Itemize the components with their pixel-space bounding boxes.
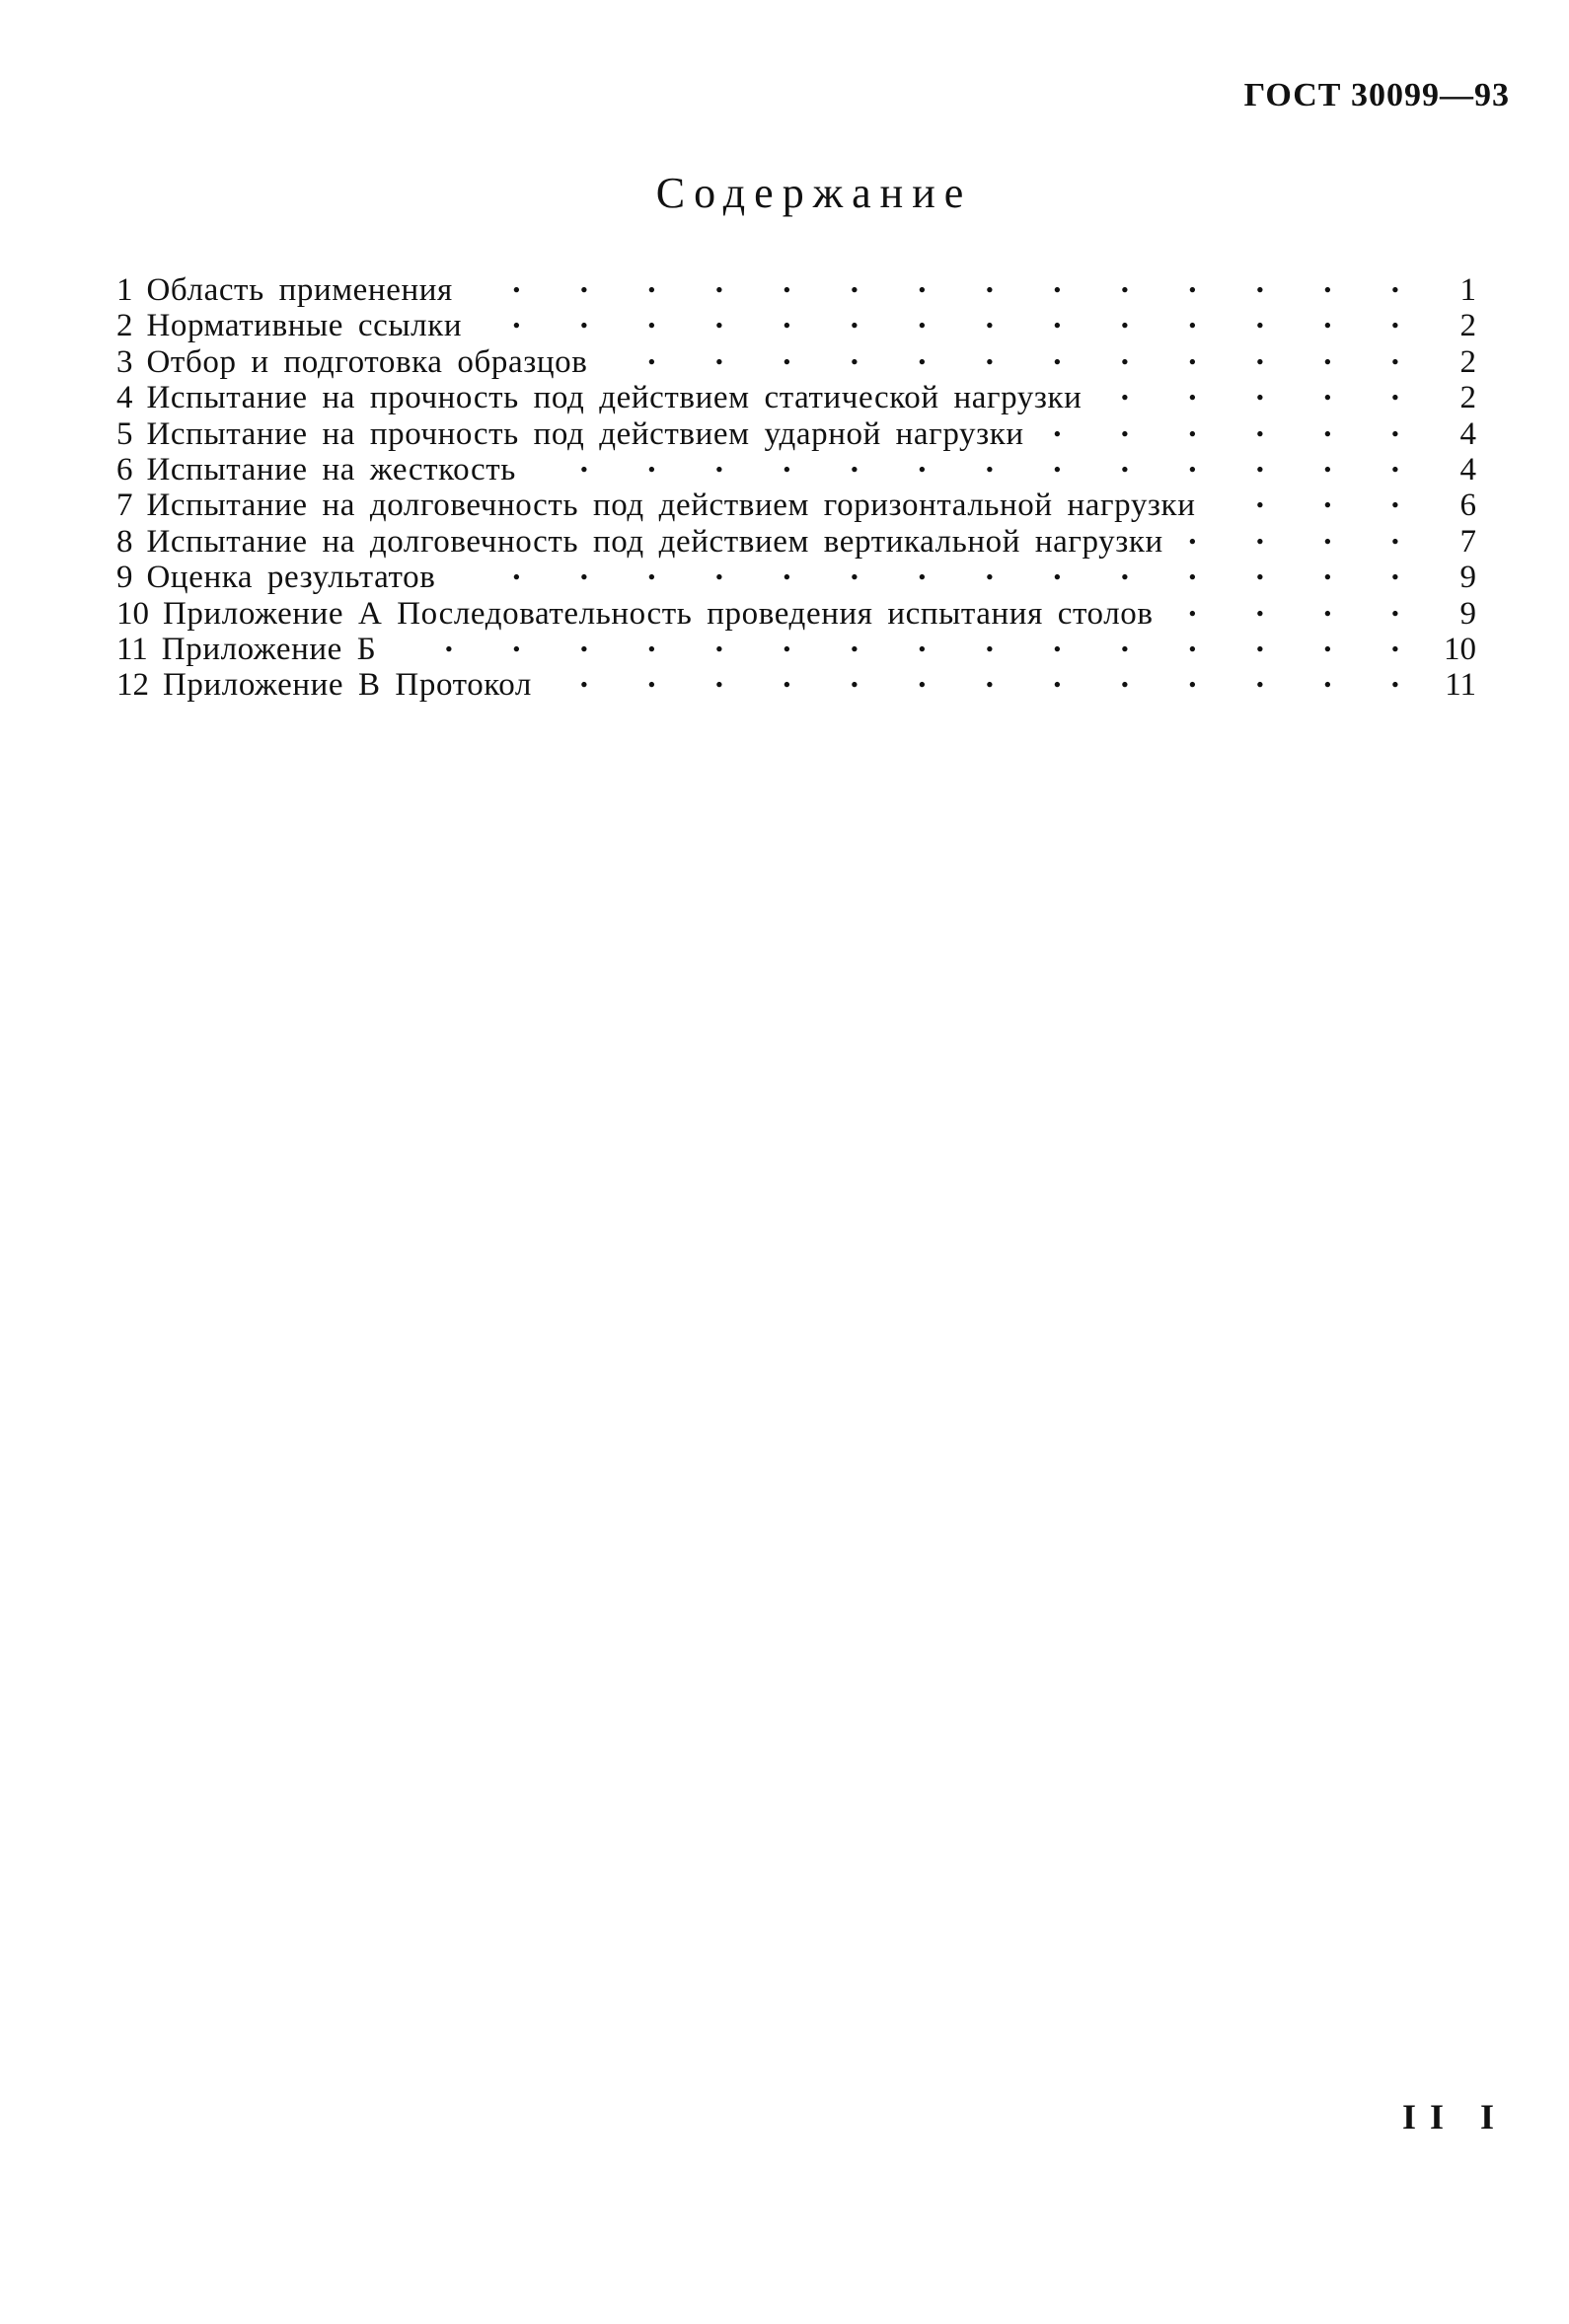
dot-leader bbox=[457, 552, 1425, 587]
toc-entry-title: Испытание на прочность под действием ударной нагрузки bbox=[146, 415, 1024, 452]
toc-entry[interactable] bbox=[116, 264, 1476, 308]
toc-entry-number: 2 bbox=[116, 308, 133, 344]
toc-entry-number: 10 bbox=[116, 595, 149, 632]
toc-entry-title: Испытание на жесткость bbox=[146, 451, 516, 487]
toc-entry-page: 2 bbox=[1459, 308, 1476, 344]
toc-entry-title: Испытание на долговечность под действием вертикальной нагрузки bbox=[146, 523, 1163, 560]
toc-entry-page: 4 bbox=[1459, 415, 1476, 452]
dot-leader bbox=[398, 624, 1425, 659]
toc-entry-page: 4 bbox=[1459, 451, 1476, 487]
dot-leader bbox=[1103, 372, 1425, 408]
dot-leader bbox=[554, 659, 1425, 695]
toc-entry-number: 12 bbox=[116, 667, 149, 704]
toc-entry-page: 1 bbox=[1459, 272, 1476, 308]
toc-entry-number: 6 bbox=[116, 451, 133, 487]
toc-entry-title: Нормативные ссылки bbox=[146, 308, 463, 344]
toc-entry-title: Отбор и подготовка образцов bbox=[146, 343, 588, 380]
dot-leader bbox=[1217, 480, 1425, 515]
toc-entry-title: Испытание на долговечность под действием горизонтальной нагрузки bbox=[146, 487, 1196, 524]
toc-entry-page: 6 bbox=[1459, 487, 1476, 524]
toc-entry-number: 11 bbox=[116, 631, 148, 667]
toc-entry-page: 7 bbox=[1459, 523, 1476, 560]
toc-entry-number: 4 bbox=[116, 380, 133, 416]
table-of-contents bbox=[116, 264, 1476, 704]
toc-entry-title: Область применения bbox=[146, 272, 453, 308]
toc-entry-title: Оценка результатов bbox=[146, 560, 436, 596]
dot-leader bbox=[1185, 516, 1425, 552]
toc-entry-page: 2 bbox=[1459, 380, 1476, 416]
page-number: II I bbox=[1401, 2097, 1508, 2137]
dot-leader bbox=[609, 337, 1425, 372]
toc-entry-page: 9 bbox=[1459, 595, 1476, 632]
toc-title: Содержание bbox=[655, 169, 973, 217]
dot-leader bbox=[1175, 588, 1425, 624]
toc-entry-page: 2 bbox=[1459, 343, 1476, 380]
dot-leader bbox=[484, 300, 1425, 336]
toc-entry-page: 10 bbox=[1444, 631, 1476, 667]
document-code: ГОСТ 30099—93 bbox=[1243, 77, 1510, 113]
toc-entry-number: 3 bbox=[116, 343, 133, 380]
toc-entry-number: 5 bbox=[116, 415, 133, 452]
toc-entry-title: Испытание на прочность под действием статической нагрузки bbox=[146, 380, 1083, 416]
toc-entry-number: 9 bbox=[116, 560, 133, 596]
dot-leader bbox=[1046, 409, 1425, 444]
dot-leader bbox=[538, 444, 1425, 480]
toc-entry-number: 8 bbox=[116, 523, 133, 560]
toc-entry-page: 9 bbox=[1459, 560, 1476, 596]
toc-entry-page: 11 bbox=[1445, 667, 1476, 704]
toc-entry-number: 7 bbox=[116, 487, 133, 524]
toc-entry-number: 1 bbox=[116, 272, 133, 308]
toc-entry-title: Приложение Б bbox=[161, 631, 377, 667]
toc-entry-title: Приложение В Протокол bbox=[163, 667, 533, 704]
dot-leader bbox=[475, 264, 1425, 300]
toc-entry-title: Приложение А Последовательность проведения испытания столов bbox=[163, 595, 1154, 632]
